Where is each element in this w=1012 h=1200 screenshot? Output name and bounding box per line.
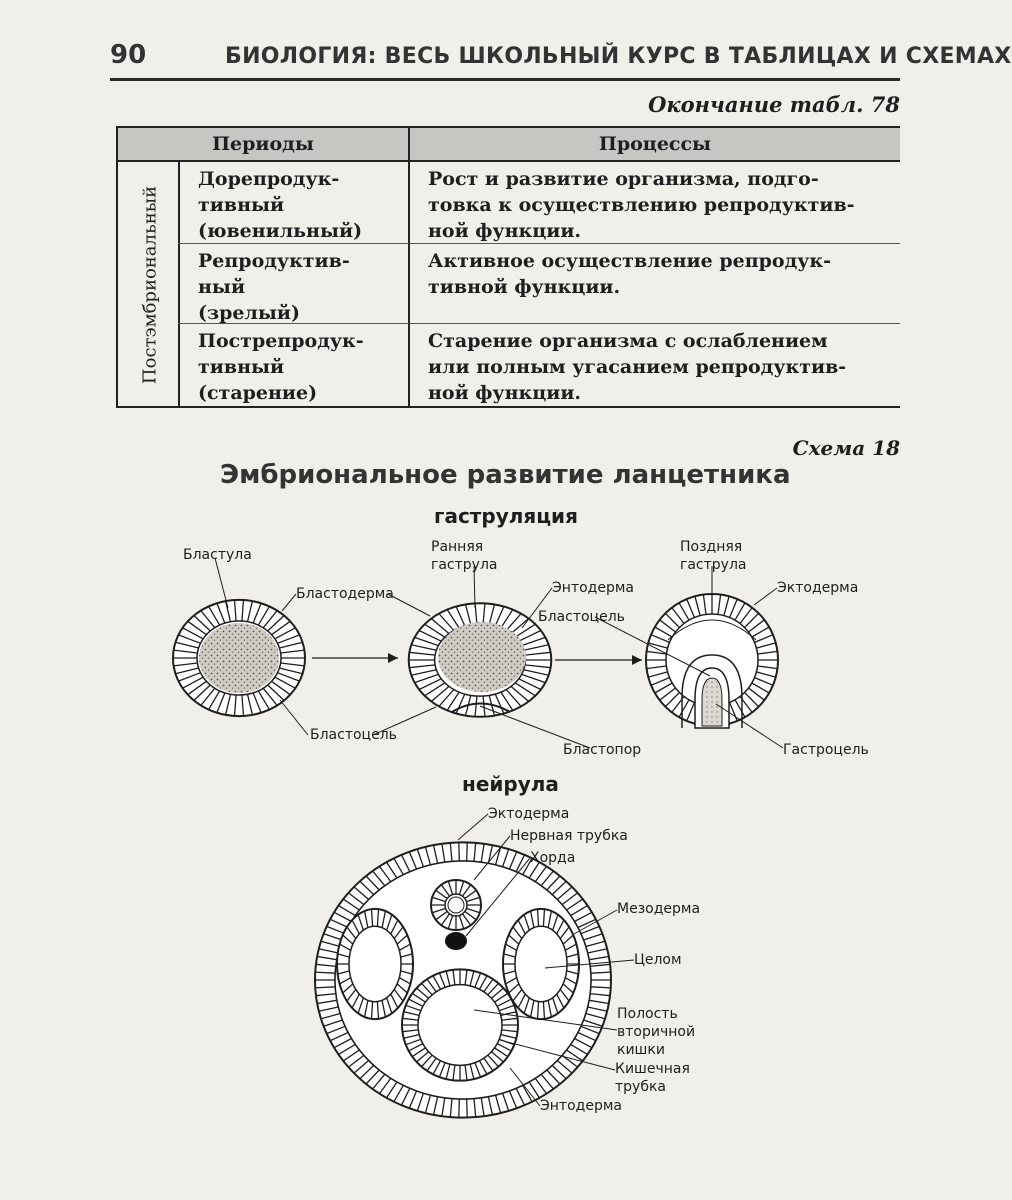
period-line: тивный <box>198 356 285 378</box>
process-line: Активное осуществление репродук- <box>428 250 831 272</box>
period-line: (ювенильный) <box>198 220 363 242</box>
label-n-ectoderm: Эктодерма <box>488 806 570 822</box>
leader-line <box>282 594 296 611</box>
period-line: тивный <box>198 194 285 216</box>
leader-line <box>754 588 777 605</box>
label-n-endoderm: Энтодерма <box>540 1098 622 1114</box>
label-early-gastrula: Ранняя гаструла <box>431 539 498 573</box>
early-gastrula-cavity <box>438 622 526 692</box>
mesoderm-right <box>503 909 579 1019</box>
label-gastrocoel: Гастроцель <box>783 742 869 758</box>
blastula-cavity <box>199 623 279 693</box>
process-line: Рост и развитие организма, подго- <box>428 168 819 190</box>
process-line: ной функции. <box>428 382 582 404</box>
col-header-processes: Процессы <box>408 126 900 162</box>
label-blastocoel-bottom: Бластоцель <box>310 727 397 743</box>
leader-line <box>215 558 228 608</box>
running-title: БИОЛОГИЯ: ВЕСЬ ШКОЛЬНЫЙ КУРС В ТАБЛИЦАХ И СХЕМАХ <box>225 44 1012 69</box>
gastrulation-title: гаструляция <box>434 504 578 528</box>
period-line: ный <box>198 276 246 298</box>
leader-line <box>280 700 308 735</box>
schema-label: Схема 18 <box>792 436 900 460</box>
col-header-periods: Периоды <box>116 126 410 162</box>
label-coelom: Целом <box>634 952 682 968</box>
neurula-title: нейрула <box>462 772 559 796</box>
chord <box>445 932 467 950</box>
period-line: Репродуктив- <box>198 250 350 272</box>
neural-tube-canal <box>448 897 464 913</box>
period-line: (старение) <box>198 382 318 404</box>
process-line: Старение организма с ослаблением <box>428 330 828 352</box>
neurula-figure <box>315 842 611 1117</box>
label-chord: Хорда <box>530 850 576 866</box>
gastrulation-figures <box>173 594 778 728</box>
arrow-head <box>632 655 642 665</box>
label-blastocoel-top: Бластоцель <box>538 609 625 625</box>
label-neural-tube: Нервная трубка <box>510 828 628 844</box>
process-line: или полным угасанием репродуктив- <box>428 356 847 378</box>
process-line: товка к осуществлению репродуктив- <box>428 194 855 216</box>
process-line: ной функции. <box>428 220 582 242</box>
intestinal-tube <box>402 969 518 1080</box>
label-intestinal-tube: Кишечная трубка <box>615 1061 690 1095</box>
label-late-gastrula: Поздняя гаструла <box>680 539 747 573</box>
period-line: Пострепродук- <box>198 330 364 352</box>
mesoderm-left <box>337 909 413 1019</box>
process-line: тивной функции. <box>428 276 621 298</box>
group-label: Постэмбриональный <box>139 185 161 385</box>
arrow-head <box>388 653 398 663</box>
period-line: (зрелый) <box>198 302 301 324</box>
leader-line <box>388 594 430 616</box>
period-line: Дорепродук- <box>198 168 340 190</box>
page-number: 90 <box>110 40 147 70</box>
label-blastula: Бластула <box>183 547 252 563</box>
schema-title: Эмбриональное развитие ланцетника <box>220 460 791 490</box>
label-g-ectoderm: Эктодерма <box>777 580 859 596</box>
label-secondary-gut-cavity: Полость вторичной кишки <box>617 1006 696 1058</box>
table-continuation: Окончание табл. 78 <box>648 92 900 117</box>
late-gastrula-gastrocoel <box>702 678 722 726</box>
label-blastopore: Бластопор <box>563 742 642 758</box>
label-mesoderm: Мезодерма <box>617 901 701 917</box>
label-g-endoderm: Энтодерма <box>552 580 634 596</box>
label-blastoderm: Бластодерма <box>296 586 394 602</box>
leader-line <box>458 814 488 840</box>
